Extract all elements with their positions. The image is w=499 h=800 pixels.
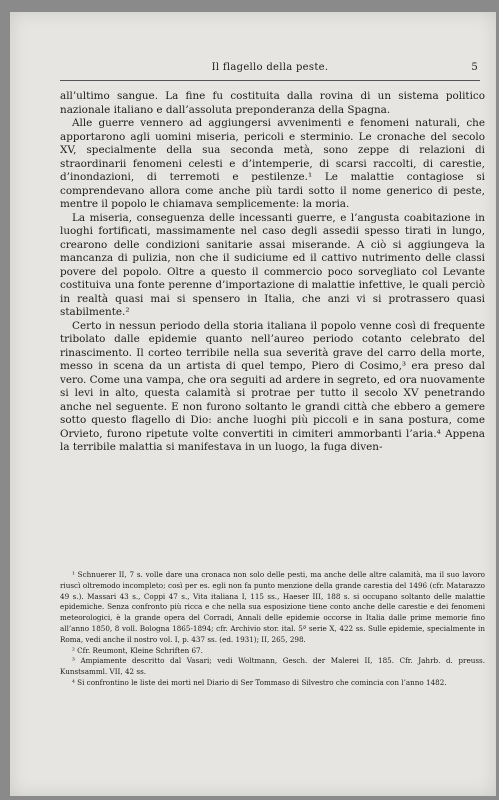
footnotes [60,570,485,689]
footnote: ¹ Schnuerer II, 7 s. volle dare una cronaca non solo delle pesti, ma anche delle altre calamità, ma il suo lavoro riuscì oltremodo incompleto; così per es. egli non fa punto menzione della grande carestia del 1496 (cfr. Matarazzo 49 s.). Massari 43 s., Coppi 47 s., Vita italiana I, 115 ss., Haeser III, 188 s. si occupano soltanto delle malattie epidemiche. Senza confronto più ricca e che nella sua esposizione tiene conto anche delle carestie e dei fenomeni meteorologici, è la grande opera del Corradi, Annali delle epidemie occorse in Italia dalle prime memorie fino all’anno 1850, 8 voll. Bologna 1865-1894; cfr. Archivio stor. ital. 5ª serie X, 422 ss. Sulle epidemie, specialmente in Roma, vedi anche il nostro vol. I, p. 437 ss. (ed. 1931); II, 265, 298. [60,570,485,644]
running-title: Il flagello della peste. [211,62,329,73]
footnote: ³ Ampiamente descritto dal Vasari; vedi Woltmann, Gesch. der Malerei II, 185. Cfr. Jahrb. d. preuss. Kunstsamml. VII, 42 ss. [60,656,485,677]
footnote: ⁴ Si confrontino le liste dei morti nel Diario di Ser Tommaso di Silvestro che comincia con l’anno 1482. [72,677,447,687]
paragraph: Alle guerre vennero ad aggiungersi avvenimenti e fenomeni naturali, che apportarono agli uomini miseria, pericoli e sterminio. Le cronache del secolo XV, specialmente della sua seconda metà, sono zeppe di relazioni di straordinarii fenomeni celesti e d’intemperie, di scarsi raccolti, di carestie, d’inondazioni, di terremoti e pestilenze.¹ Le malattie contagiose si comprendevano allora come anche più tardi sotto il nome generico di peste, mentre il popolo le chiamava semplicemente: la moria. [60,117,485,210]
running-header [60,58,480,81]
body-text [60,90,485,455]
page-number: 5 [471,62,478,73]
book-page [10,12,496,796]
paragraph: Certo in nessun periodo della storia italiana il popolo venne così di frequente tribolato dalle epidemie quanto nell’aureo periodo cotanto celebrato del rinascimento. Il corteo terribile nella sua severità grave del carro della morte, messo in scena da un artista di quel tempo, Piero di Cosimo,³ era preso dal vero. Come una vampa, che ora seguiti ad ardere in segreto, ed ora nuovamente si levi in alto, questa calamità si protrae per tutto il secolo XV penetrando anche nel seguente. E non furono soltanto le grandi città che ebbero a gemere sotto questo flagello di Dio: anche luoghi più piccoli e in sana postura, come Orvieto, furono ripetute volte convertiti in cimiteri ammorbanti l’aria.⁴ Appena la terribile malattia si manifestava in un luogo, la fuga diven- [60,319,485,453]
paragraph: all’ultimo sangue. La fine fu costituita dalla rovina di un sistema politico nazionale italiano e dall’assoluta preponderanza della Spagna. [60,90,485,116]
paragraph: La miseria, conseguenza delle incessanti guerre, e l’angusta coabitazione in luoghi fortificati, massimamente nel caso degli assedii spesso tirati in lungo, crearono delle condizioni sanitarie assai miserande. A ciò si aggiungeva la mancanza di pulizia, non che il sudiciume ed il cattivo nutrimento delle classi povere del popolo. Oltre a questo il commercio poco sorvegliato col Levante costituiva una fonte perenne d’importazione di malattie infettive, le quali perciò in realtà quasi mai si spensero in Italia, che anzi vi si protrassero quasi stabilmente.² [60,211,485,318]
footnote: ² Cfr. Reumont, Kleine Schriften 67. [72,645,203,655]
